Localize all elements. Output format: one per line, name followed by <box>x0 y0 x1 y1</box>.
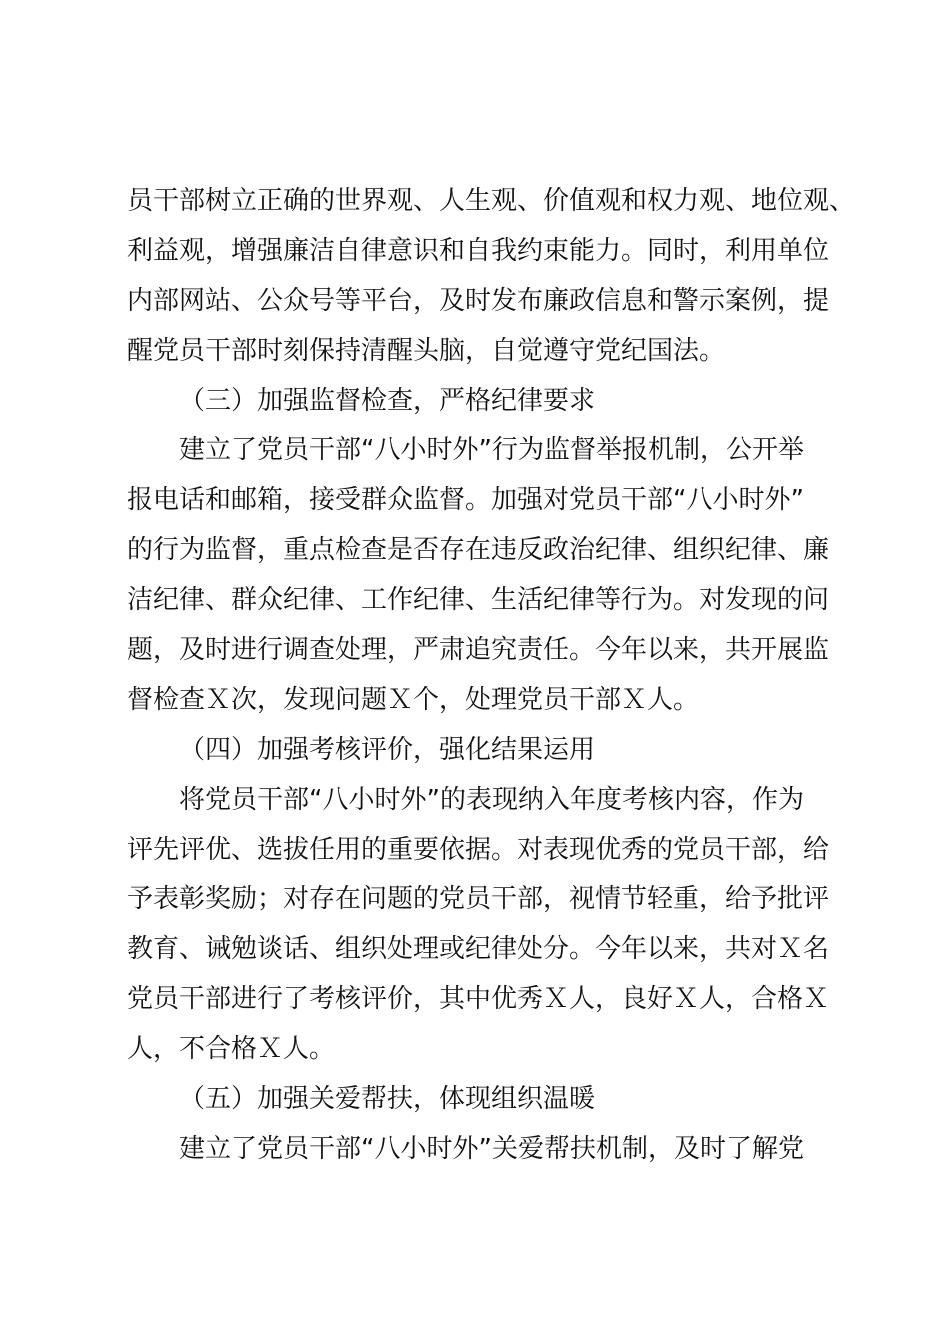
text-line: 利益观，增强廉洁自律意识和自我约束能力。同时，利用单位 <box>127 235 830 266</box>
text-line: 予表彰奖励；对存在问题的党员干部，视情节轻重，给予批评 <box>127 884 830 915</box>
text-line: 醒党员干部时刻保持清醒头脑，自觉遵守党纪国法。 <box>127 335 726 366</box>
section-heading-four: （四）加强考核评价，强化结果运用 <box>179 734 596 765</box>
text-line: 党员干部进行了考核评价，其中优秀Ｘ人，良好Ｘ人，合格Ｘ <box>127 984 830 1015</box>
paragraph-first-line: 建立了党员干部“八小时外”行为监督举报机制，公开举 <box>179 435 804 466</box>
text-line: 人，不合格Ｘ人。 <box>127 1034 336 1065</box>
text-line: 内部网站、公众号等平台，及时发布廉政信息和警示案例，提 <box>127 285 830 316</box>
text-line: 的行为监督，重点检查是否存在违反政治纪律、组织纪律、廉 <box>127 535 830 566</box>
section-heading-three: （三）加强监督检查，严格纪律要求 <box>179 385 596 416</box>
text-line: 评先评优、选拔任用的重要依据。对表现优秀的党员干部，给 <box>127 834 830 865</box>
section-heading-five: （五）加强关爱帮扶，体现组织温暖 <box>179 1084 596 1115</box>
text-line: 督检查Ｘ次，发现问题Ｘ个，处理党员干部Ｘ人。 <box>127 684 700 715</box>
text-line: 题，及时进行调查处理，严肃追究责任。今年以来，共开展监 <box>127 635 830 666</box>
text-line: 员干部树立正确的世界观、人生观、价值观和权力观、地位观、 <box>127 186 856 216</box>
text-line: 报电话和邮箱，接受群众监督。加强对党员干部“八小时外” <box>127 485 804 516</box>
paragraph-first-line: 将党员干部“八小时外”的表现纳入年度考核内容，作为 <box>179 784 804 815</box>
text-line: 洁纪律、群众纪律、工作纪律、生活纪律等行为。对发现的问 <box>127 585 830 616</box>
paragraph-first-line: 建立了党员干部“八小时外”关爱帮扶机制，及时了解党 <box>179 1133 804 1164</box>
document-body <box>127 177 856 1175</box>
text-line: 教育、诫勉谈话、组织处理或纪律处分。今年以来，共对Ｘ名 <box>127 934 830 965</box>
